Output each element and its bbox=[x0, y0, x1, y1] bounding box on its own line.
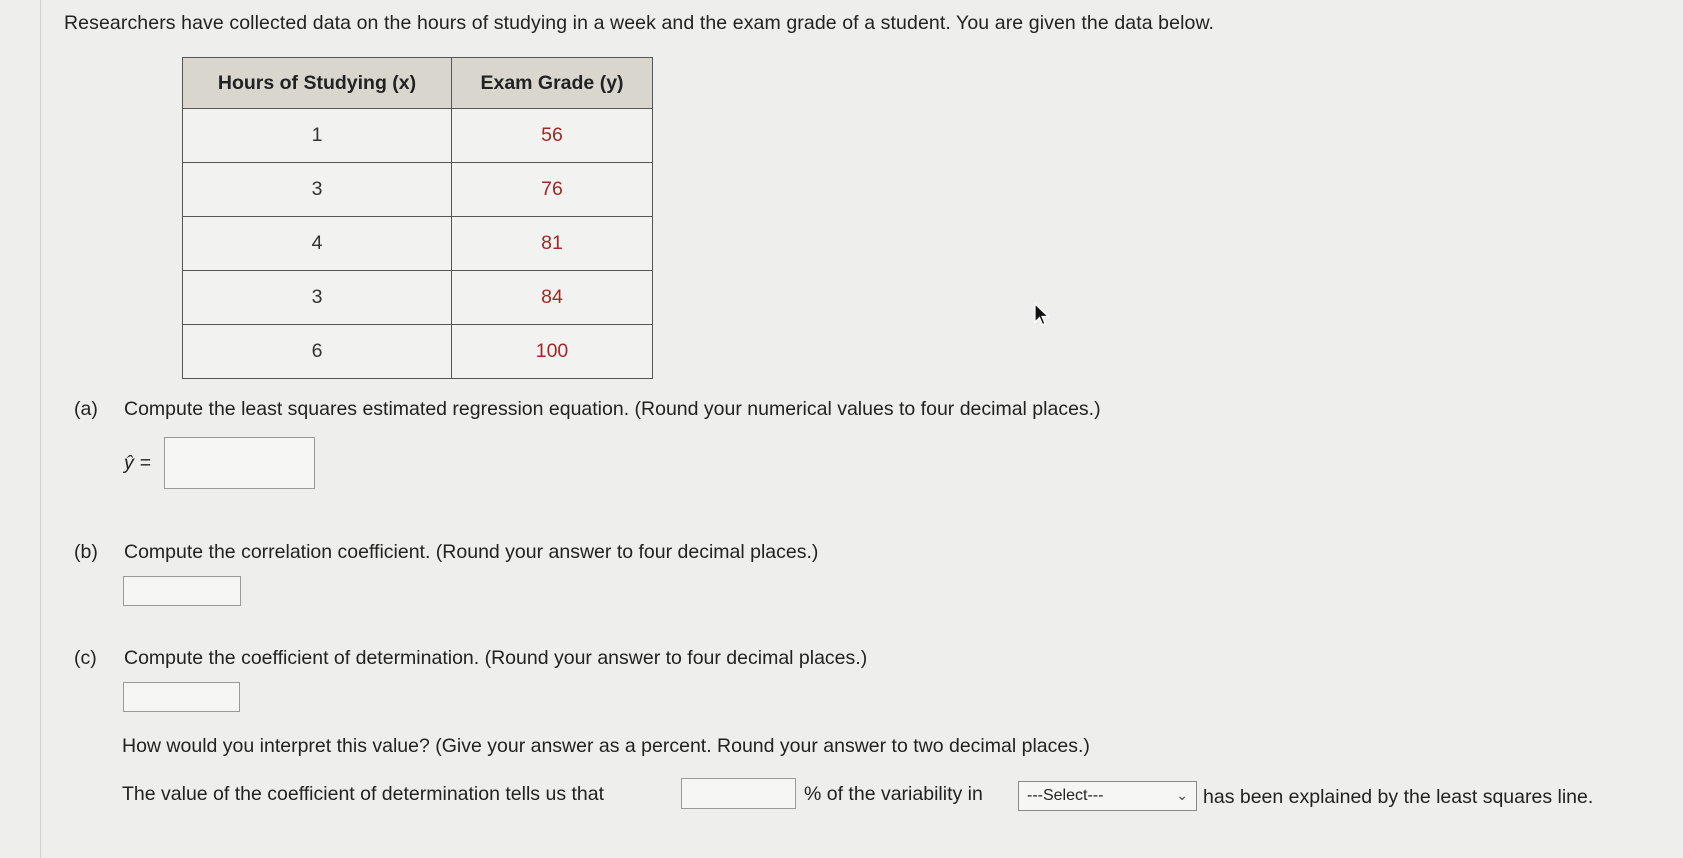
interpret-sentence-end: has been explained by the least squares line. bbox=[1203, 786, 1594, 808]
table-header-row bbox=[183, 58, 653, 109]
table-row bbox=[183, 217, 653, 271]
cell-hours: 4 bbox=[183, 217, 452, 271]
table-row bbox=[183, 109, 653, 163]
percent-input[interactable] bbox=[681, 778, 796, 809]
table-row bbox=[183, 325, 653, 379]
part-c-letter: (c) bbox=[74, 647, 97, 669]
cell-grade: 100 bbox=[452, 325, 653, 379]
regression-equation-input[interactable] bbox=[164, 437, 315, 489]
cell-hours: 3 bbox=[183, 163, 452, 217]
data-table bbox=[182, 57, 653, 379]
mouse-pointer-icon bbox=[1034, 303, 1050, 332]
table-row bbox=[183, 163, 653, 217]
yhat-label bbox=[124, 452, 151, 475]
correlation-coefficient-input[interactable] bbox=[123, 576, 241, 606]
cell-grade: 56 bbox=[452, 109, 653, 163]
yhat-symbol: ŷ bbox=[124, 452, 134, 474]
chevron-down-icon: ⌄ bbox=[1176, 787, 1188, 803]
cell-hours: 1 bbox=[183, 109, 452, 163]
select-value: ---Select--- bbox=[1027, 787, 1104, 804]
header-grade: Exam Grade (y) bbox=[452, 58, 653, 109]
cell-hours: 6 bbox=[183, 325, 452, 379]
coefficient-determination-input[interactable] bbox=[123, 682, 240, 712]
part-c-question: Compute the coefficient of determination. (Round your answer to four decimal places.) bbox=[124, 647, 868, 669]
table-row bbox=[183, 271, 653, 325]
problem-intro: Researchers have collected data on the hours of studying in a week and the exam grade of a student. You are given the data below. bbox=[64, 12, 1215, 34]
equals-sign: = bbox=[139, 452, 152, 474]
interpret-sentence-mid: % of the variability in bbox=[804, 783, 983, 805]
cell-grade: 76 bbox=[452, 163, 653, 217]
interpret-question: How would you interpret this value? (Give your answer as a percent. Round your answer to two decimal places.) bbox=[122, 735, 1090, 757]
interpret-sentence-start: The value of the coefficient of determination tells us that bbox=[122, 783, 605, 805]
variability-select[interactable] bbox=[1018, 781, 1197, 811]
part-a-letter: (a) bbox=[74, 398, 98, 420]
part-b-letter: (b) bbox=[74, 541, 98, 563]
cell-grade: 81 bbox=[452, 217, 653, 271]
cell-grade: 84 bbox=[452, 271, 653, 325]
part-a-question: Compute the least squares estimated regression equation. (Round your numerical values to four decimal places.) bbox=[124, 398, 1101, 420]
header-hours: Hours of Studying (x) bbox=[183, 58, 452, 109]
left-border bbox=[40, 0, 41, 858]
cell-hours: 3 bbox=[183, 271, 452, 325]
part-b-question: Compute the correlation coefficient. (Round your answer to four decimal places.) bbox=[124, 541, 819, 563]
